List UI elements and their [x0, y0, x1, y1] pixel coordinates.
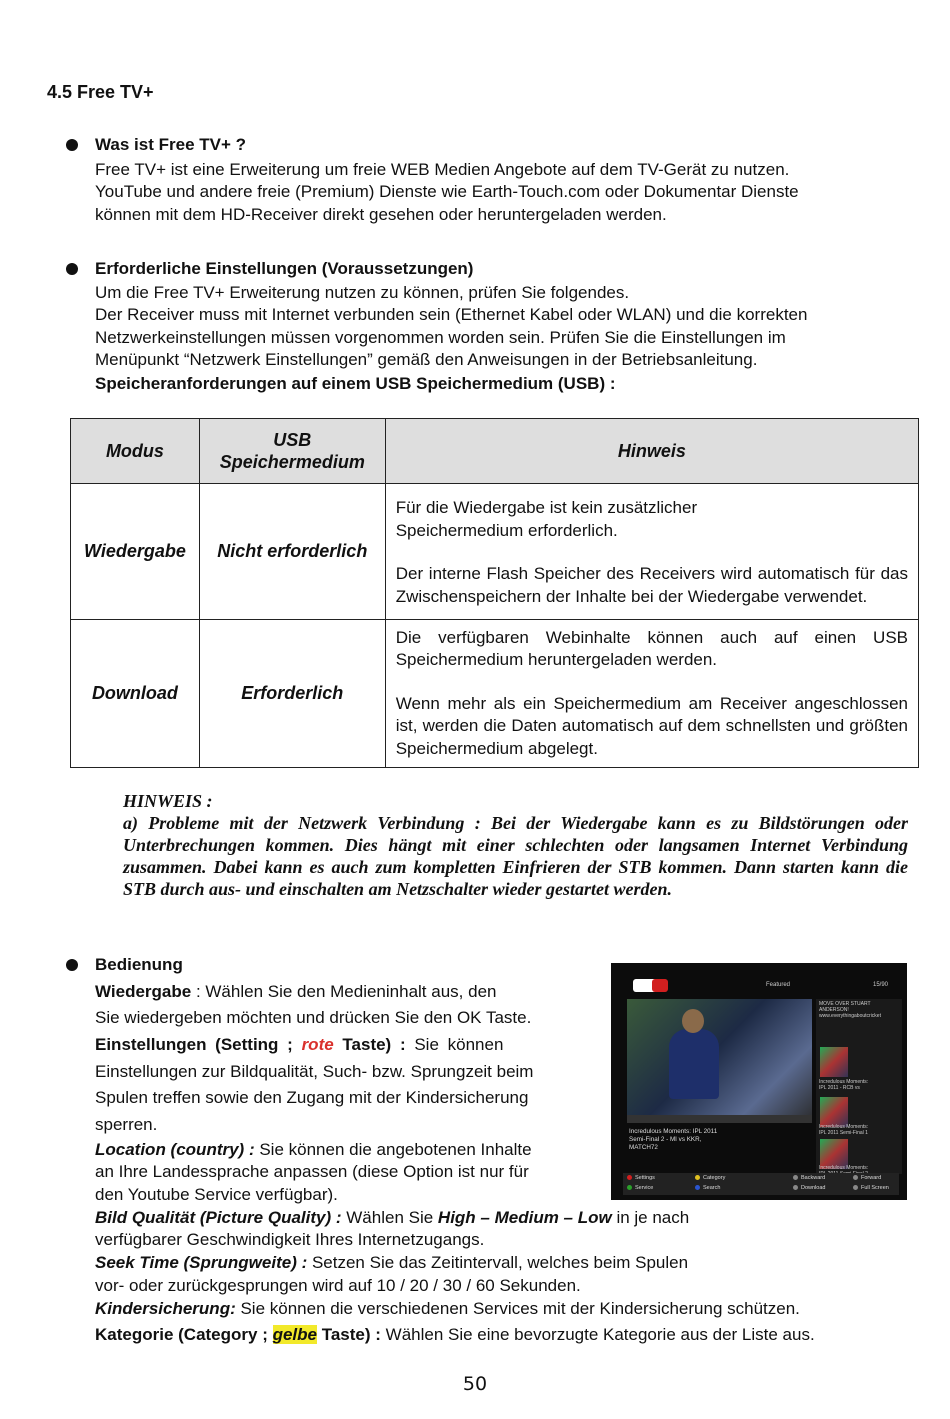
quality-label: Bild Qualität (Picture Quality) : — [95, 1208, 342, 1227]
location-text-1: Sie können die angebotenen Inhalte — [254, 1140, 532, 1159]
forward-icon — [853, 1175, 858, 1180]
location-line-2: an Ihre Landessprache anpassen (diese Option ist nur für — [95, 1162, 529, 1181]
settings-line-1: Um die Free TV+ Erweiterung nutzen zu können, prüfen Sie folgendes. — [95, 283, 630, 302]
table-row — [71, 484, 919, 620]
category-label-a: Kategorie (Category ; — [95, 1325, 273, 1344]
what-line-3: können mit dem HD-Receiver direkt gesehen oder heruntergeladen werden. — [95, 205, 667, 224]
settings-line-2: Der Receiver muss mit Internet verbunden sein (Ethernet Kabel oder WLAN) und die korrekten — [95, 305, 808, 324]
quality-text-a: Wählen Sie — [341, 1208, 438, 1227]
youtube-logo-icon — [633, 979, 667, 992]
settings-label-a: Einstellungen (Setting ; — [95, 1035, 302, 1054]
category-label-b: Taste) : — [317, 1325, 381, 1344]
child-label: Kindersicherung: — [95, 1299, 236, 1318]
seek-line-2: vor- oder zurückgesprungen wird auf 10 / 20 / 30 / 60 Sekunden. — [95, 1276, 581, 1295]
settings-heading: Erforderliche Einstellungen (Voraussetzungen) — [95, 259, 474, 278]
row-usb: Nicht erforderlich — [199, 484, 385, 620]
category-line — [95, 1324, 815, 1347]
download-button: Download — [793, 1185, 825, 1191]
what-line-1: Free TV+ ist eine Erweiterung um freie WEB Medien Angebote auf dem TV-Gerät zu nutzen. — [95, 160, 790, 179]
settings-line-4: Menüpunkt “Netzwerk Einstellungen” gemäß den Anweisungen in der Betriebsanleitung. — [95, 350, 758, 369]
what-heading: Was ist Free TV+ ? — [95, 135, 246, 154]
settings-usage-line-1 — [95, 1034, 591, 1057]
backward-button: Backward — [793, 1175, 825, 1181]
settings-label-red: rote — [301, 1035, 334, 1054]
child-text: Sie können die verschiedenen Services mit der Kindersicherung schützen. — [235, 1299, 800, 1318]
row-mode: Download — [71, 620, 200, 768]
fullscreen-button: Full Screen — [853, 1185, 889, 1191]
row-hint — [385, 620, 918, 768]
header-usb-line-2: Speichermedium — [219, 452, 365, 472]
backward-icon — [793, 1175, 798, 1180]
settings-usage-line-3: Spulen treffen sowie den Zugang mit der Kindersicherung — [95, 1088, 529, 1107]
header-usb — [199, 419, 385, 484]
settings-usage-line-2: Einstellungen zur Bildqualität, Such- bzw. Sprungzeit beim — [95, 1062, 534, 1081]
page-counter: 15/90 — [873, 982, 889, 988]
related-item-1: MOVE OVER STUART ANDERSON! www.everythingaboutcricket — [819, 1001, 881, 1019]
table-header-row — [71, 419, 919, 484]
related-thumb — [820, 1047, 848, 1077]
seek-text-1: Setzen Sie das Zeitintervall, welches beim Spulen — [307, 1253, 689, 1272]
location-line-1 — [95, 1139, 532, 1162]
settings-line-3: Netzwerkeinstellungen müssen vorgenommen worden sein. Prüfen Sie die Einstellungen im — [95, 328, 786, 347]
fullscreen-icon — [853, 1185, 858, 1190]
bullet-icon — [66, 959, 78, 971]
settings-button: Settings — [627, 1175, 655, 1181]
cricket-player-image — [669, 1029, 719, 1099]
settings-text-1: Sie können — [405, 1035, 504, 1054]
service-button: Service — [627, 1185, 653, 1191]
header-usb-line-1: USB — [273, 430, 312, 450]
button-bar — [623, 1173, 899, 1195]
category-text: Wählen Sie eine bevorzugte Kategorie aus der Liste aus. — [380, 1325, 815, 1344]
row-mode: Wiedergabe — [71, 484, 200, 620]
featured-tab: Featured — [766, 982, 791, 988]
note-label: HINWEIS : — [123, 791, 213, 811]
related-item-3: Incredulous Moments: IPL 2011 Semi-Final 1 — [819, 1124, 869, 1136]
usage-heading: Bedienung — [95, 955, 183, 974]
progress-bar — [627, 1115, 812, 1123]
search-button: Search — [695, 1185, 720, 1191]
row-usb: Erforderlich — [199, 620, 385, 768]
page-number: 50 — [462, 1373, 488, 1395]
video-title: Incredulous Moments: IPL 2011 Semi-Final 2 - MI vs KKR, MATCH72 — [629, 1128, 718, 1151]
child-line — [95, 1298, 800, 1321]
location-label: Location (country) : — [95, 1140, 255, 1159]
category-label-yellow: gelbe — [272, 1325, 317, 1344]
cricket-player-head — [682, 1009, 704, 1033]
note-block — [123, 790, 908, 900]
related-item-4: Incredulous Moments: — [819, 1165, 869, 1171]
related-list — [816, 999, 902, 1174]
related-item-2: Incredulous Moments: IPL 2011 - RCB vs — [819, 1079, 869, 1091]
bullet-icon — [66, 263, 78, 275]
playback-line-2: Sie wiedergeben möchten und drücken Sie den OK Taste. — [95, 1008, 532, 1027]
related-thumb — [820, 1097, 848, 1127]
storage-requirements-table — [70, 418, 919, 768]
note-text: a) Probleme mit der Netzwerk Verbindung : Bei der Wiedergabe kann es zu Bildstörungen oder Unterbrechungen kommen. Dies hängt mit einer schlechten oder langsamen Internet Verbindung zusammen. Dabei kann es auch zum kompletten Einfrieren der STB kommen. Dann starten kann die STB durch aus- und einschalten am Netzschalter wieder gestartet werden. — [123, 813, 908, 899]
settings-label-b: Taste) : — [333, 1035, 406, 1054]
storage-heading: Speicheranforderungen auf einem USB Speichermedium (USB) : — [95, 374, 616, 393]
playback-text: : Wählen Sie den Medieninhalt aus, den — [191, 982, 497, 1001]
quality-text-b: in je nach — [611, 1208, 690, 1227]
row-hint-p2: Wenn mehr als ein Speichermedium am Receiver angeschlossen ist, werden die Daten automatisch auf dem schnellsten und größten Speichermedium abgelegt. — [395, 693, 908, 758]
download-icon — [793, 1185, 798, 1190]
yellow-key-icon — [695, 1175, 700, 1180]
youtube-screenshot — [611, 963, 907, 1200]
quality-line-2: verfügbarer Geschwindigkeit Ihres Internetzugangs. — [95, 1230, 485, 1249]
quality-line-1 — [95, 1207, 689, 1230]
video-preview — [627, 999, 812, 1123]
header-mode: Modus — [71, 419, 200, 484]
what-line-2: YouTube und andere freie (Premium) Dienste wie Earth-Touch.com oder Dokumentar Dienste — [95, 182, 799, 201]
row-hint-p2: Der interne Flash Speicher des Receivers wird automatisch für das Zwischenspeichern der Inhalte bei der Wiedergabe verwendet. — [395, 564, 908, 606]
settings-usage-line-4: sperren. — [95, 1115, 158, 1134]
table-row — [71, 620, 919, 768]
section-title: 4.5 Free TV+ — [47, 82, 154, 102]
location-line-3: den Youtube Service verfügbar). — [95, 1185, 338, 1204]
playback-label: Wiedergabe — [95, 982, 192, 1001]
bullet-icon — [66, 139, 78, 151]
row-hint-p1: Für die Wiedergabe ist kein zusätzlicher Speichermedium erforderlich. — [395, 498, 698, 540]
blue-key-icon — [695, 1185, 700, 1190]
header-hint: Hinweis — [385, 419, 918, 484]
green-key-icon — [627, 1185, 632, 1190]
seek-label: Seek Time (Sprungweite) : — [95, 1253, 308, 1272]
category-button: Category — [695, 1175, 725, 1181]
row-hint — [385, 484, 918, 620]
quality-values: High – Medium – Low — [437, 1208, 612, 1227]
playback-line-1 — [95, 981, 496, 1004]
row-hint-p1: Die verfügbaren Webinhalte können auch auf einen USB Speichermedium heruntergeladen werden. — [395, 627, 908, 670]
red-key-icon — [627, 1175, 632, 1180]
forward-button: Forward — [853, 1175, 881, 1181]
seek-line-1 — [95, 1252, 688, 1275]
